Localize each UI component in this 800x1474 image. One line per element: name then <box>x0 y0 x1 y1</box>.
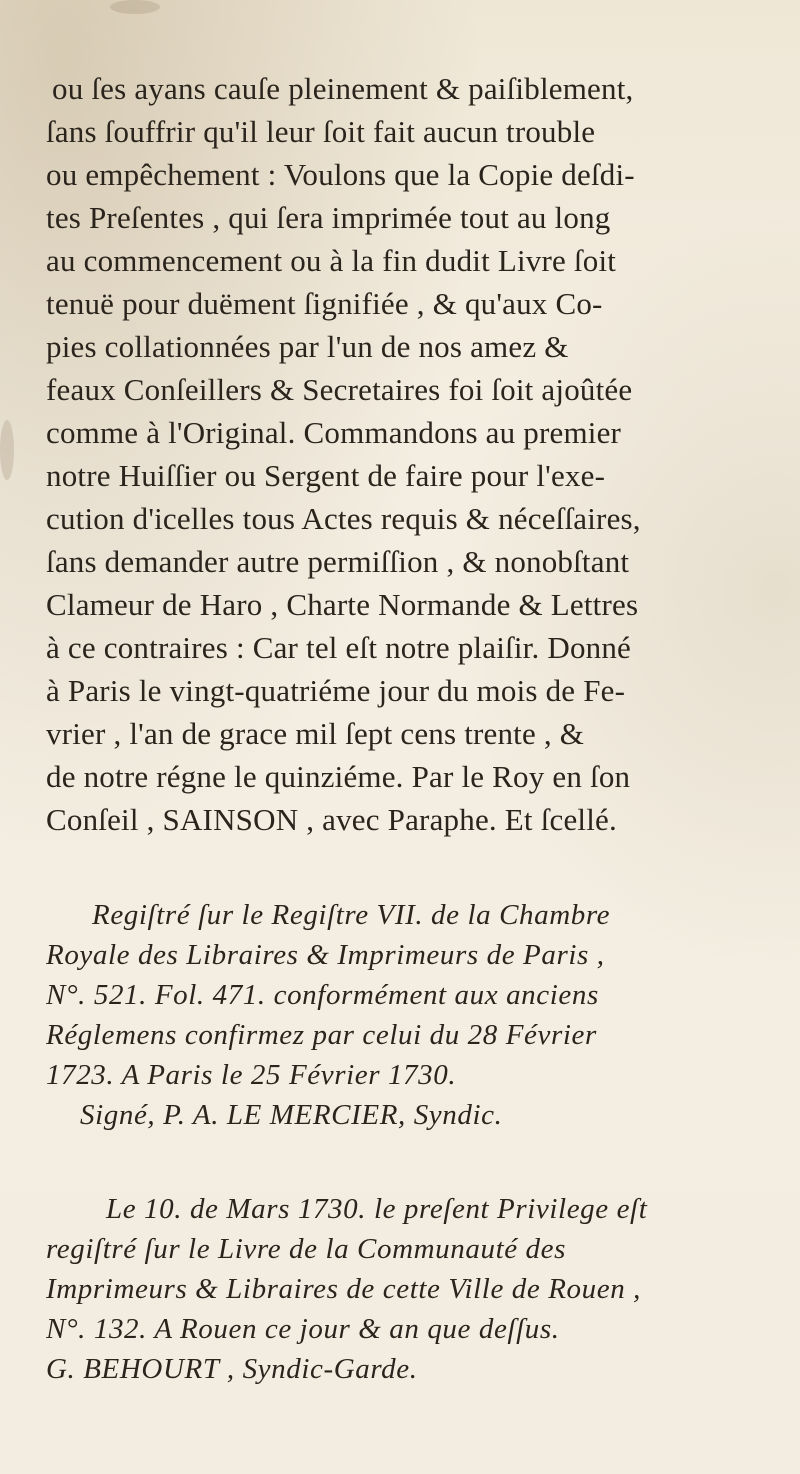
text-line: feaux Conſeillers & Secretaires foi ſoit ajoûtée <box>46 372 633 407</box>
ink-smudge <box>0 420 14 480</box>
text-line: notre Huiſſier ou Sergent de faire pour l'exe- <box>46 458 606 493</box>
text-line: Royale des Libraires & Imprimeurs de Paris , <box>46 939 605 971</box>
text-line: cution d'icelles tous Actes requis & néceſſaires, <box>46 501 641 536</box>
text-line: à Paris le vingt-quatriéme jour du mois de Fe- <box>46 673 626 708</box>
signature-line: G. BEHOURT , Syndic-Garde. <box>46 1353 418 1385</box>
signature-line: Signé, P. A. LE MERCIER, Syndic. <box>80 1099 503 1131</box>
text-line: à ce contraires : Car tel eſt notre plaiſir. Donné <box>46 630 631 665</box>
text-line: au commencement ou à la fin dudit Livre ſoit <box>46 243 617 278</box>
text-line: ſans ſouffrir qu'il leur ſoit fait aucun trouble <box>46 114 596 149</box>
text-line: 1723. A Paris le 25 Février 1730. <box>46 1059 457 1091</box>
text-line: Regiſtré ſur le Regiſtre VII. de la Chambre <box>92 899 611 931</box>
text-line: Imprimeurs & Libraires de cette Ville de Rouen , <box>46 1273 641 1305</box>
text-line: tes Preſentes , qui ſera imprimée tout au long <box>46 200 611 235</box>
document-body <box>46 2 774 1389</box>
text-line: ou ſes ayans cauſe pleinement & paiſiblement, <box>52 71 634 106</box>
text-line: Le 10. de Mars 1730. le preſent Privilege eſt <box>106 1193 648 1225</box>
text-line: de notre régne le quinziéme. Par le Roy en ſon <box>46 759 631 794</box>
text-line: vrier , l'an de grace mil ſept cens trente , & <box>46 716 585 751</box>
privilege-text <box>46 67 774 841</box>
text-line: tenuë pour duëment ſignifiée , & qu'aux Co- <box>46 286 603 321</box>
text-line: ſans demander autre permiſſion , & nonobſtant <box>46 544 630 579</box>
text-line: ou empêchement : Voulons que la Copie deſdi- <box>46 157 635 192</box>
text-line: N°. 132. A Rouen ce jour & an que deſſus. <box>46 1313 560 1345</box>
paris-registration <box>46 895 774 1135</box>
rouen-registration <box>46 1189 774 1389</box>
text-line: pies collationnées par l'un de nos amez & <box>46 329 569 364</box>
text-line: N°. 521. Fol. 471. conformément aux anciens <box>46 979 599 1011</box>
text-line: regiſtré ſur le Livre de la Communauté des <box>46 1233 567 1265</box>
text-line: Réglemens confirmez par celui du 28 Février <box>46 1019 597 1051</box>
text-line: comme à l'Original. Commandons au premier <box>46 415 622 450</box>
text-line: Conſeil , SAINSON , avec Paraphe. Et ſcellé. <box>46 802 617 837</box>
text-line: Clameur de Haro , Charte Normande & Lettres <box>46 587 639 622</box>
